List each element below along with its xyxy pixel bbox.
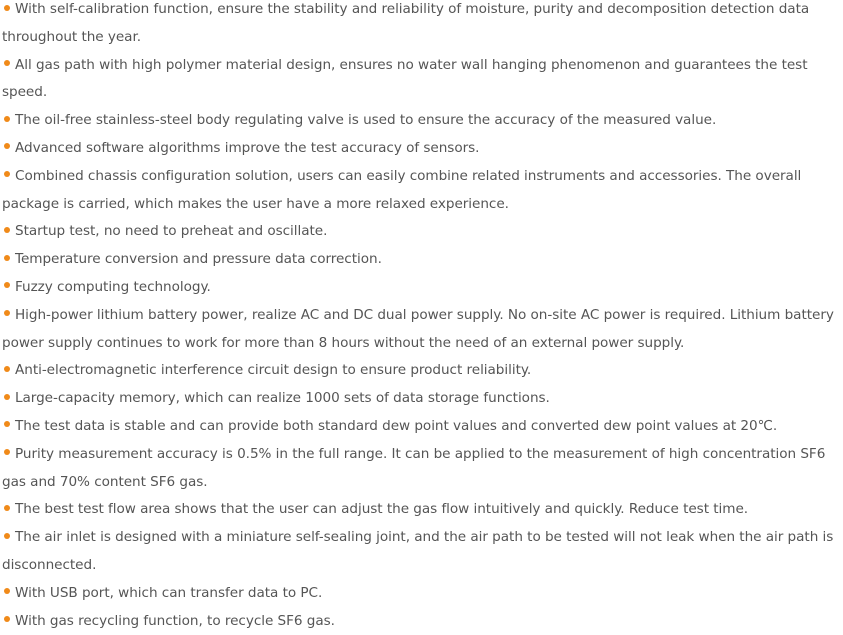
feature-item <box>2 246 840 274</box>
feature-text: With self-calibration function, ensure the stability and reliability of moisture, purity and decomposition detection data throughout the year. <box>2 1 810 45</box>
feature-text: With gas recycling function, to recycle SF6 gas. <box>15 612 335 629</box>
bullet-icon <box>4 310 10 316</box>
feature-item <box>2 413 840 441</box>
feature-item <box>2 218 840 246</box>
feature-item <box>2 385 840 413</box>
feature-item <box>2 135 840 163</box>
feature-text: The best test flow area shows that the user can adjust the gas flow intuitively and quickly. Reduce test time. <box>15 501 749 518</box>
feature-text: Anti-electromagnetic interference circuit design to ensure product reliability. <box>15 362 532 379</box>
feature-item <box>2 496 840 524</box>
bullet-icon <box>4 588 10 594</box>
bullet-icon <box>4 171 10 177</box>
bullet-icon <box>4 394 10 400</box>
feature-text: With USB port, which can transfer data to PC. <box>15 584 323 601</box>
feature-text: All gas path with high polymer material design, ensures no water wall hanging phenomenon and guarantees the test speed. <box>2 56 808 101</box>
bullet-icon <box>4 5 10 11</box>
feature-text: Fuzzy computing technology. <box>15 278 211 295</box>
bullet-icon <box>4 366 10 372</box>
feature-text: The test data is stable and can provide both standard dew point values and converted dew point values at 20℃. <box>15 417 778 434</box>
feature-item <box>2 357 840 385</box>
bullet-icon <box>4 143 10 149</box>
bullet-icon <box>4 533 10 539</box>
feature-text: Temperature conversion and pressure data correction. <box>15 251 382 268</box>
feature-item <box>2 580 840 608</box>
feature-text: Large-capacity memory, which can realize 1000 sets of data storage functions. <box>15 390 550 407</box>
feature-item <box>2 52 840 108</box>
bullet-icon <box>4 421 10 427</box>
feature-item <box>2 524 840 580</box>
feature-item <box>2 608 840 635</box>
feature-item <box>2 107 840 135</box>
feature-text: High-power lithium battery power, realize AC and DC dual power supply. No on-site AC power is required. Lithium battery power supply continues to work for more than 8 hours without the need of an external power supply. <box>2 306 834 351</box>
feature-item <box>2 0 840 52</box>
bullet-icon <box>4 60 10 66</box>
feature-text: Purity measurement accuracy is 0.5% in the full range. It can be applied to the measurement of high concentration SF6 gas and 70% content SF6 gas. <box>2 445 826 490</box>
feature-item <box>2 302 840 358</box>
feature-item <box>2 163 840 219</box>
bullet-icon <box>4 505 10 511</box>
feature-text: Advanced software algorithms improve the test accuracy of sensors. <box>15 139 480 156</box>
feature-item <box>2 441 840 497</box>
feature-text: The oil-free stainless-steel body regulating valve is used to ensure the accuracy of the measured value. <box>15 112 717 129</box>
feature-text: Startup test, no need to preheat and oscillate. <box>15 223 328 240</box>
feature-text: The air inlet is designed with a miniature self-sealing joint, and the air path to be tested will not leak when the air path is disconnected. <box>2 529 834 573</box>
feature-list <box>2 0 840 635</box>
bullet-icon <box>4 282 10 288</box>
feature-text: Combined chassis configuration solution, users can easily combine related instruments and accessories. The overall package is carried, which makes the user have a more relaxed experience. <box>2 167 802 212</box>
feature-item <box>2 274 840 302</box>
bullet-icon <box>4 116 10 122</box>
bullet-icon <box>4 449 10 455</box>
bullet-icon <box>4 227 10 233</box>
bullet-icon <box>4 616 10 622</box>
bullet-icon <box>4 255 10 261</box>
